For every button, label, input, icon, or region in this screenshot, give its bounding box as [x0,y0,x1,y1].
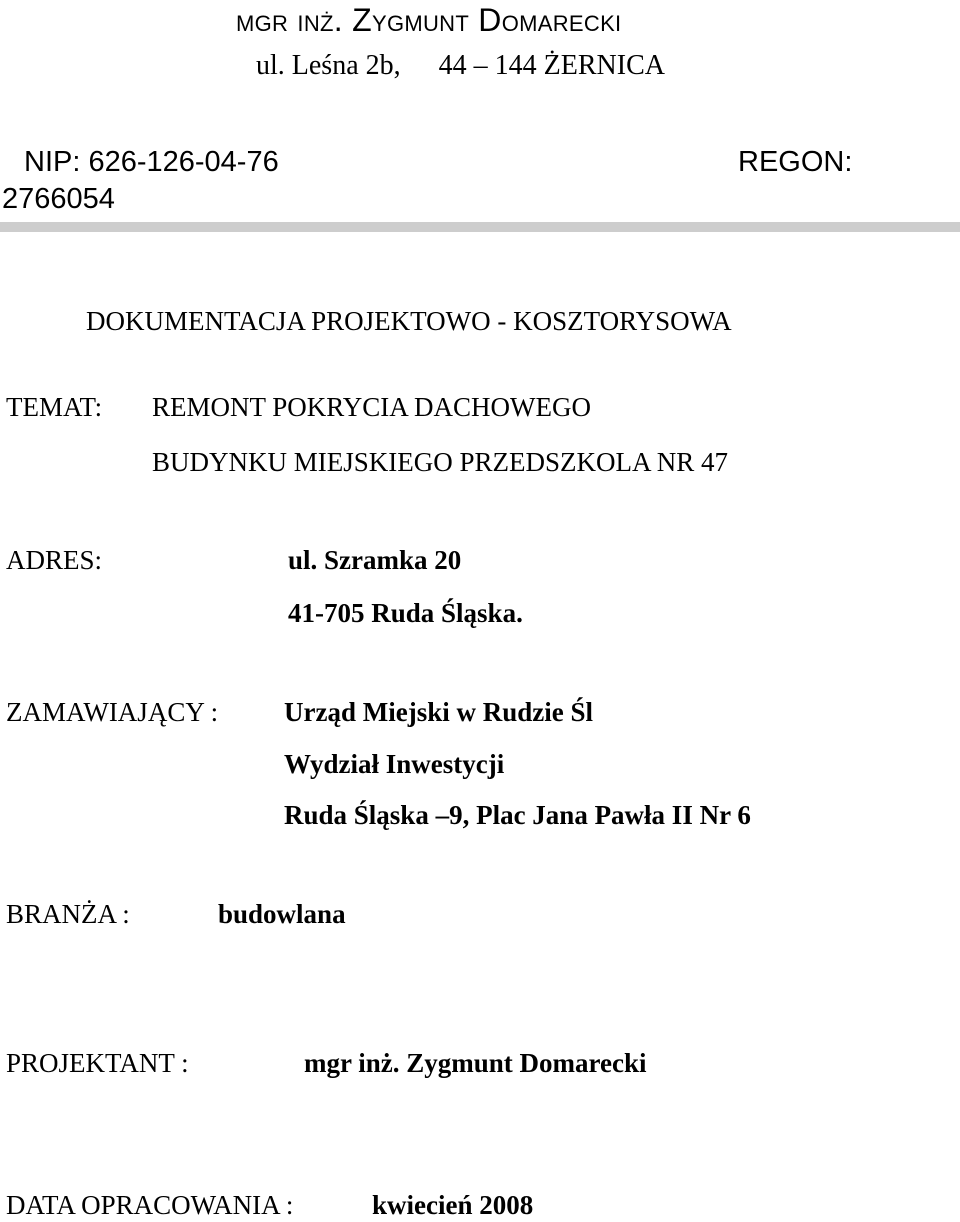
projektant-label: PROJEKTANT : [6,1048,189,1078]
data-opracowania-value: kwiecień 2008 [372,1190,534,1220]
designer-address [256,50,665,82]
branza-label: BRANŻA : [6,899,130,929]
projektant-value: mgr inż. Zygmunt Domarecki [304,1048,647,1078]
data-opracowania-label: DATA OPRACOWANIA : [6,1190,294,1220]
zamawiajacy-label: ZAMAWIAJĄCY : [6,697,219,727]
designer-name: mgr inż. Zygmunt Domarecki [236,2,622,38]
document-title: DOKUMENTACJA PROJEKTOWO - KOSZTORYSOWA [86,306,732,336]
address-street: ul. Leśna 2b, [256,50,401,81]
adres-value-line2: 41-705 Ruda Śląska. [288,598,523,628]
header-divider [0,222,960,232]
zamawiajacy-value-line3: Ruda Śląska –9, Plac Jana Pawła II Nr 6 [284,800,751,830]
nip-number: NIP: 626-126-04-76 [24,146,279,178]
temat-value-line1: REMONT POKRYCIA DACHOWEGO [152,392,592,422]
regon-label: REGON: [738,146,853,178]
zamawiajacy-value-line2: Wydział Inwestycji [284,749,505,779]
zamawiajacy-value-line1: Urząd Miejski w Rudzie Śl [284,697,593,727]
regon-number: 2766054 [2,183,115,215]
temat-value-line2: BUDYNKU MIEJSKIEGO PRZEDSZKOLA NR 47 [152,447,729,477]
address-postal-city: 44 – 144 ŻERNICA [438,50,665,81]
adres-value-line1: ul. Szramka 20 [288,545,462,575]
branza-value: budowlana [218,899,346,929]
adres-label: ADRES: [6,545,103,575]
temat-label: TEMAT: [6,392,103,422]
